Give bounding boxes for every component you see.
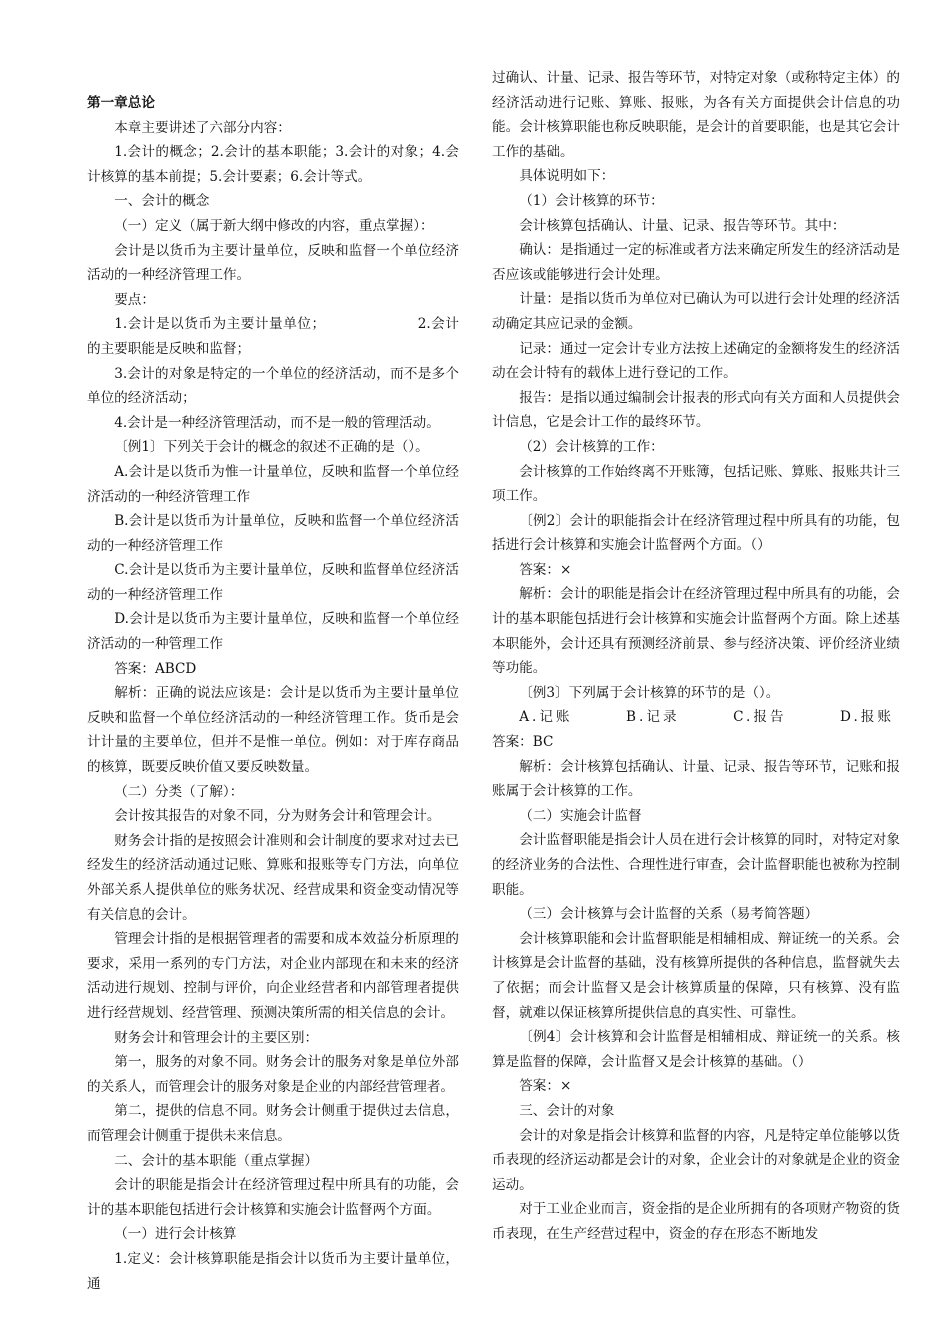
left-paragraph: 财务会计和管理会计的主要区别：	[114, 1029, 319, 1046]
left-paragraph: 财务会计指的是按照会计准则和会计制度的要求对过去已经发生的经济活动通过记账、算账和报账等专门方法，向单位外部关系人提供单位的账务状况、经营成果和资金变动情况等有关信息的会计。	[87, 832, 459, 923]
right-column	[492, 0, 900, 1247]
right-paragraph: 对于工业企业而言，资金指的是企业所拥有的各项财产物资的货币表现，在生产经营过程中，资金的存在形态不断地发	[492, 1201, 900, 1242]
right-paragraph: 解析：会计的职能是指会计在经济管理过程中所具有的功能，会计的基本职能包括进行会计核算和实施会计监督两个方面。除上述基本职能外，会计还具有预测经济前景、参与经济决策、评价经济业绩等功能。	[492, 586, 900, 677]
left-paragraph: 本章主要讲述了六部分内容：	[114, 119, 291, 136]
right-paragraph: 会计核算的工作始终离不开账簿，包括记账、算账、报账共计三项工作。	[492, 463, 900, 505]
left-paragraph: 4.会计是一种经济管理活动，而不是一般的管理活动。	[114, 414, 440, 431]
right-paragraph: 过确认、计量、记录、报告等环节，对特定对象（或称特定主体）的经济活动进行记账、算账、报账，为各有关方面提供会计信息的功能。会计核算职能也称反映职能，是会计的首要职能，也是其它会计工作的基础。	[492, 70, 900, 160]
option-item: C.报告	[733, 709, 787, 726]
left-paragraph: D.会计是以货币为主要计量单位，反映和监督一个单位经济活动的一种管理工作	[87, 611, 459, 653]
left-paragraph: （一）定义（属于新大纲中修改的内容，重点掌握）：	[114, 217, 434, 234]
right-paragraph: 答案：BC	[492, 734, 554, 751]
right-paragraph: 确认：是指通过一定的标准或者方法来确定所发生的经济活动是否应该或能够进行会计处理。	[492, 242, 900, 283]
left-paragraph: A.会计是以货币为惟一计量单位，反映和监督一个单位经济活动的一种经济管理工作	[87, 463, 459, 505]
right-paragraph: 〔例2〕会计的职能指会计在经济管理过程中所具有的功能，包括进行会计核算和实施会计监督两个方面。（）	[492, 512, 900, 554]
right-paragraph: 会计的对象是指会计核算和监督的内容，凡是特定单位能够以货币表现的经济运动都是会计的对象，企业会计的对象就是企业的资金运动。	[492, 1127, 900, 1193]
right-paragraph: 〔例3〕下列属于会计核算的环节的是（）。	[519, 684, 780, 701]
left-paragraph: 管理会计指的是根据管理者的需要和成本效益分析原理的要求，采用一系列的专门方法，对企业内部现在和未来的经济活动进行规划、控制与评价，向企业经营者和内部管理者提供进行经营规划、经营管理、预测决策所需的相关信息的会计。	[87, 931, 459, 1021]
right-paragraph: 记录：通过一定会计专业方法按上述确定的金额将发生的经济活动在会计特有的载体上进行登记的工作。	[492, 340, 900, 382]
right-paragraph: 会计核算职能和会计监督职能是相辅相成、辩证统一的关系。会计核算是会计监督的基础，没有核算所提供的各种信息，监督就失去了依据；而会计监督又是会计核算质量的保障，只有核算、没有监督，就难以保证核算所提供信息的真实性、可靠性。	[492, 930, 900, 1021]
right-paragraph: 会计核算包括确认、计量、记录、报告等环节。其中：	[519, 217, 846, 234]
right-paragraph: 答案：×	[519, 1078, 572, 1095]
left-paragraph: 会计按其报告的对象不同，分为财务会计和管理会计。	[114, 808, 441, 825]
right-paragraph: 〔例4〕会计核算和会计监督是相辅相成、辩证统一的关系。核算是监督的保障，会计监督又是会计核算的基础。（）	[492, 1029, 900, 1070]
left-paragraph: 〔例1〕下列关于会计的概念的叙述不正确的是（）。	[114, 439, 429, 456]
right-options-row	[492, 705, 900, 730]
left-paragraph: 会计是以货币为主要计量单位，反映和监督一个单位经济活动的一种经济管理工作。	[87, 242, 459, 284]
option-item: B.记录	[626, 709, 680, 726]
right-paragraph: （三）会计核算与会计监督的关系（易考简答题）	[519, 906, 819, 923]
right-paragraph: 报告：是指以通过编制会计报表的形式向有关方面和人员提供会计信息，它是会计工作的最终环节。	[492, 389, 900, 431]
right-paragraph: 答案：×	[519, 561, 572, 578]
left-paragraph: 第一，服务的对象不同。财务会计的服务对象是单位外部的关系人，而管理会计的服务对象是企业的内部经营管理者。	[87, 1054, 459, 1095]
left-paragraph: 第二，提供的信息不同。财务会计侧重于提供过去信息，而管理会计侧重于提供未来信息。	[87, 1103, 459, 1144]
left-paragraph: 二、会计的基本职能（重点掌握）	[114, 1152, 319, 1169]
right-paragraph: 三、会计的对象	[519, 1102, 615, 1119]
left-paragraph: 1.定义：会计核算职能是指会计以货币为主要计量单位，通	[87, 1250, 459, 1292]
left-paragraph: 一、会计的概念	[114, 193, 210, 210]
left-paragraph: 要点：	[114, 291, 155, 308]
right-paragraph: 具体说明如下：	[519, 168, 615, 185]
left-paragraph: 解析：正确的说法应该是：会计是以货币为主要计量单位反映和监督一个单位经济活动的一种经济管理工作。货币是会计计量的主要单位，但并不是惟一单位。例如：对于库存商品的核算，既要反映价值又要反映数量。	[87, 685, 459, 776]
right-paragraph: （2）会计核算的工作：	[519, 438, 664, 455]
right-paragraph: 计量：是指以货币为单位对已确认为可以进行会计处理的经济活动确定其应记录的金额。	[492, 291, 900, 332]
chapter-title: 第一章总论	[87, 95, 155, 111]
left-paragraph: 1.会计的概念；2.会计的基本职能；3.会计的对象；4.会计核算的基本前提；5.会计要素；6.会计等式。	[87, 144, 459, 185]
left-paragraph: 3.会计的对象是特定的一个单位的经济活动，而不是多个单位的经济活动；	[87, 365, 459, 407]
right-paragraph: （二）实施会计监督	[519, 807, 642, 824]
right-paragraph: （1）会计核算的环节：	[519, 192, 664, 209]
left-paragraph: 答案：ABCD	[114, 660, 197, 677]
left-column	[87, 0, 459, 1296]
left-paragraph: （一）进行会计核算	[114, 1226, 237, 1243]
left-paragraph: C.会计是以货币为主要计量单位，反映和监督单位经济活动的一种经济管理工作	[87, 562, 459, 603]
left-paragraph: （二）分类（了解）：	[114, 783, 244, 800]
right-paragraph: 会计监督职能是指会计人员在进行会计核算的同时，对特定对象的经济业务的合法性、合理性进行审查，会计监督职能也被称为控制职能。	[492, 832, 900, 898]
left-paragraph: 会计的职能是指会计在经济管理过程中所具有的功能，会计的基本职能包括进行会计核算和实施会计监督两个方面。	[87, 1177, 459, 1218]
left-paragraph: 1.会计是以货币为主要计量单位； 2.会计的主要职能是反映和监督；	[87, 316, 459, 357]
option-item: A.记账	[519, 709, 573, 726]
option-item: D.报账	[840, 709, 894, 726]
right-paragraph: 解析：会计核算包括确认、计量、记录、报告等环节，记账和报账属于会计核算的工作。	[492, 758, 900, 800]
left-paragraph: B.会计是以货币为计量单位，反映和监督一个单位经济活动的一种经济管理工作	[87, 513, 459, 554]
